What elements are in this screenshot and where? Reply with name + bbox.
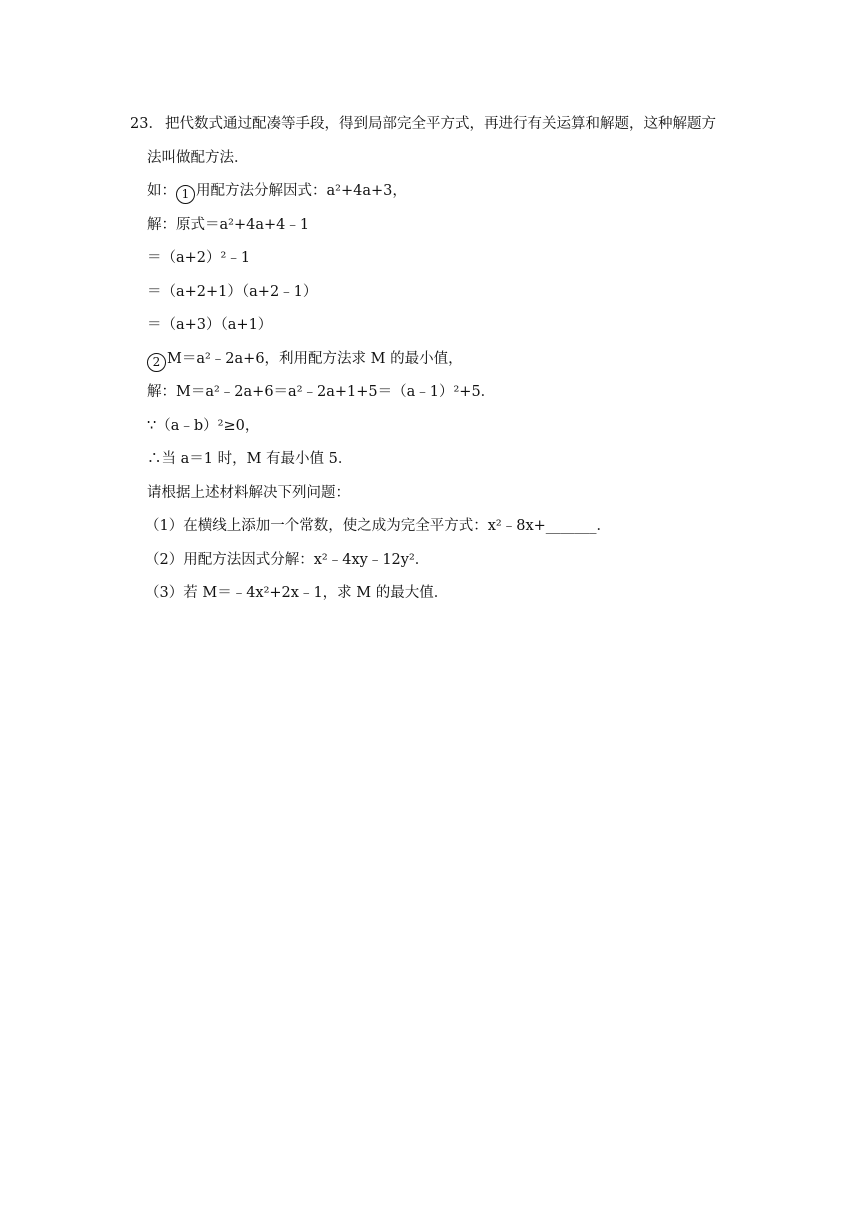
solution-1-line-2: ＝（a+2）²﹣1 — [147, 250, 251, 266]
circled-number-1: 1 — [176, 185, 195, 204]
part-3-text: 若 M＝﹣4x²+2x﹣1，求 M 的最大值． — [183, 585, 449, 601]
solution-2-line-1: 解：M＝a²﹣2a+6＝a²﹣2a+1+5＝（a﹣1）²+5． — [147, 384, 496, 400]
part-3 — [130, 577, 760, 611]
solution-1-line-3: ＝（a+2+1）（a+2﹣1） — [147, 283, 318, 300]
circled-number-2: 2 — [147, 353, 166, 372]
part-3-label: （3） — [145, 585, 184, 601]
task-prompt: 请根据上述材料解决下列问题： — [147, 484, 350, 501]
part-1-label: （1） — [145, 518, 184, 534]
part-1 — [130, 510, 760, 544]
example-1-line — [130, 175, 760, 209]
part-2-text: 用配方法因式分解：x²﹣4xy﹣12y²． — [183, 551, 430, 568]
example-2-line — [130, 343, 760, 377]
solution-1-line-1: 解：原式＝a²+4a+4﹣1 — [147, 216, 310, 233]
solution-1-line-4: ＝（a+3）（a+1） — [147, 317, 273, 333]
example-1-text: 用配方法分解因式： — [196, 183, 327, 199]
question-intro-line-2: 法叫做配方法． — [147, 149, 249, 166]
part-2-label: （2） — [145, 551, 184, 568]
solution-2-line-2: ∵（a﹣b）²≥0， — [147, 417, 260, 434]
question-number: 23． — [130, 116, 163, 132]
example-prefix: 如： — [147, 183, 176, 199]
question-intro-text: 把代数式通过配凑等手段，得到局部完全平方式，再进行有关运算和解题，这种解题方 — [164, 116, 716, 132]
part-2 — [130, 544, 760, 578]
solution-2-line-3: ∴当 a＝1 时，M 有最小值 5． — [147, 451, 353, 467]
question-23 — [130, 108, 760, 611]
part-1-text: 在横线上添加一个常数，使之成为完全平方式：x²﹣8x+_______． — [183, 518, 612, 534]
example-2-text: M＝a²﹣2a+6，利用配方法求 M 的最小值， — [167, 350, 463, 367]
example-1-expression: a²+4a+3， — [326, 183, 407, 199]
question-intro-line-1 — [130, 108, 760, 142]
